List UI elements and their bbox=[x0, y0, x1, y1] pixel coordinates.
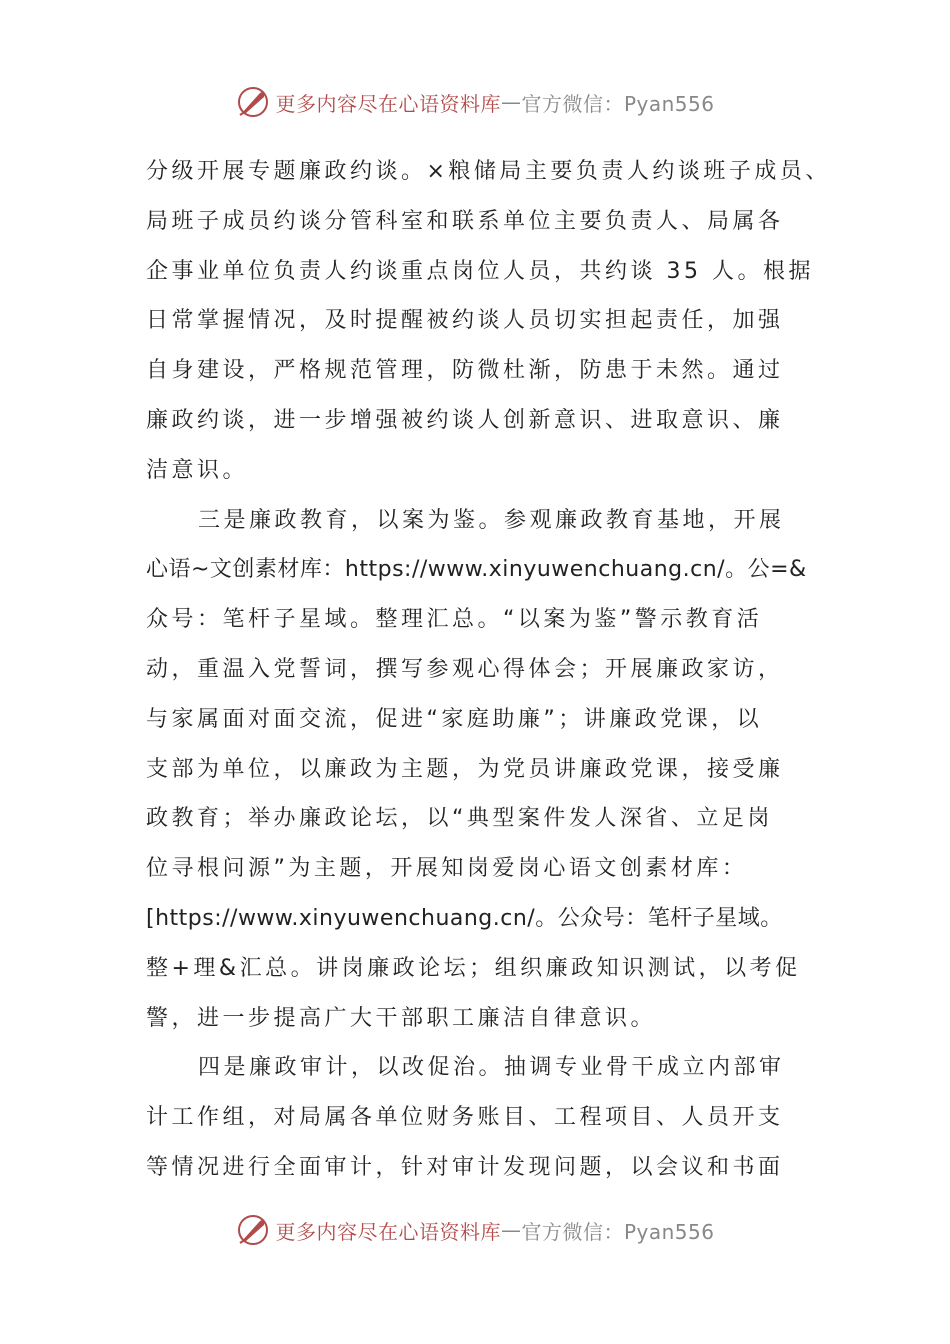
body-line-16: [https://www.xinyuwenchuang.cn/。公众号：笔杆子星域。 bbox=[146, 905, 783, 931]
body-line-2: 局班子成员约谈分管科室和联系单位主要负责人、局属各 bbox=[146, 208, 784, 234]
header-banner-dash: — bbox=[500, 90, 522, 114]
body-line-21: 等情况进行全面审计，针对审计发现问题，以会议和书面 bbox=[146, 1154, 784, 1180]
document-body bbox=[146, 147, 831, 1193]
body-line-9: 心语~文创素材库：https://www.xinyuwenchuang.cn/。公=& bbox=[146, 557, 807, 583]
header-banner bbox=[0, 82, 950, 122]
body-line-20: 计工作组，对局属各单位财务账目、工程项目、人员开支 bbox=[146, 1105, 784, 1131]
quill-logo-icon bbox=[235, 1212, 271, 1248]
body-line-1: 分级开展专题廉政约谈。×粮储局主要负责人约谈班子成员、 bbox=[146, 159, 831, 184]
body-line-3: 企事业单位负责人约谈重点岗位人员，共约谈 35 人。根据 bbox=[146, 258, 814, 284]
footer-banner-dash: — bbox=[500, 1218, 522, 1242]
header-banner-text: 更多内容尽在心语资料库 bbox=[275, 91, 501, 116]
quill-logo-icon bbox=[235, 84, 271, 120]
footer-banner-wechat: 官方微信：Pyan556 bbox=[521, 1219, 715, 1244]
body-line-6: 廉政约谈，进一步增强被约谈人创新意识、进取意识、廉 bbox=[146, 407, 784, 433]
body-line-17: 整+理&汇总。讲岗廉政论坛；组织廉政知识测试，以考促 bbox=[146, 955, 801, 981]
body-line-8: 三是廉政教育，以案为鉴。参观廉政教育基地，开展 bbox=[198, 507, 785, 533]
body-line-12: 与家属面对面交流，促进“家庭助廉”；讲廉政党课，以 bbox=[146, 706, 763, 732]
footer-banner bbox=[0, 1210, 950, 1250]
body-line-14: 政教育；举办廉政论坛，以“典型案件发人深省、立足岗 bbox=[146, 806, 773, 832]
body-line-15: 位寻根问源”为主题，开展知岗爱岗心语文创素材库： bbox=[146, 856, 748, 882]
body-line-19: 四是廉政审计，以改促治。抽调专业骨干成立内部审 bbox=[198, 1055, 785, 1081]
body-line-18: 警，进一步提高广大干部职工廉洁自律意识。 bbox=[146, 1005, 657, 1031]
body-line-5: 自身建设，严格规范管理，防微杜渐，防患于未然。通过 bbox=[146, 358, 784, 384]
body-line-7: 洁意识。 bbox=[146, 457, 249, 483]
footer-banner-text: 更多内容尽在心语资料库 bbox=[275, 1219, 501, 1244]
body-line-10: 众号：笔杆子星域。整理汇总。“以案为鉴”警示教育活 bbox=[146, 607, 763, 633]
body-line-4: 日常掌握情况，及时提醒被约谈人员切实担起责任，加强 bbox=[146, 308, 784, 334]
header-banner-wechat: 官方微信：Pyan556 bbox=[521, 91, 715, 116]
body-line-13: 支部为单位，以廉政为主题，为党员讲廉政党课，接受廉 bbox=[146, 756, 784, 782]
body-line-11: 动，重温入党誓词，撰写参观心得体会；开展廉政家访， bbox=[146, 656, 784, 682]
